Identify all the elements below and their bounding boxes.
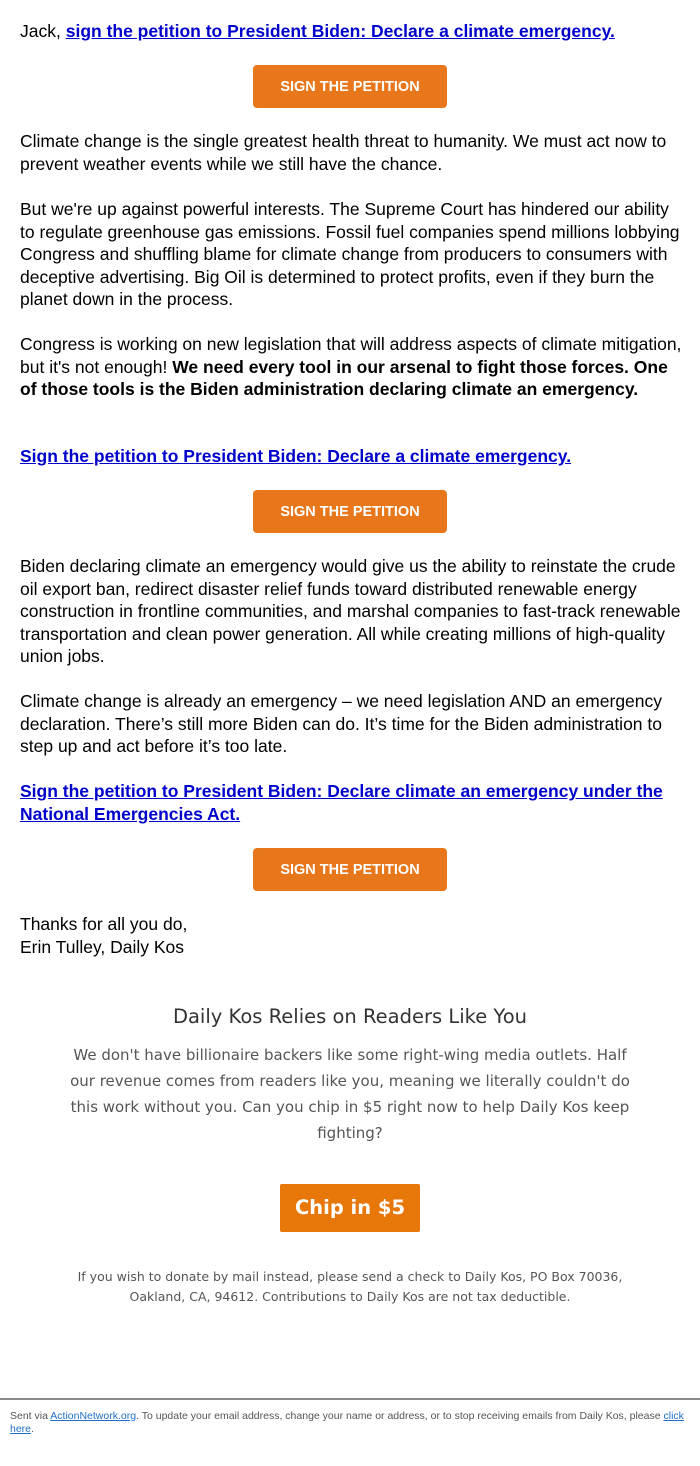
footer-divider bbox=[0, 1398, 700, 1400]
paragraph-3-plain: Congress is working on new legislation that will address aspects of climate mitigation, but it's not enough! bbox=[20, 334, 682, 377]
petition-link-3-line bbox=[20, 780, 685, 825]
petition-link-2[interactable]: Sign the petition to President Biden: Declare a climate emergency. bbox=[20, 446, 572, 466]
signoff bbox=[20, 913, 685, 958]
click-here-link[interactable]: click here bbox=[10, 1410, 684, 1435]
sign-petition-button-1[interactable]: SIGN THE PETITION bbox=[253, 65, 447, 108]
button-row-1 bbox=[20, 65, 685, 108]
chip-in-button[interactable]: Chip in $5 bbox=[280, 1184, 420, 1232]
paragraph-5: Climate change is already an emergency – we need legislation AND an emergency declaration. There’s still more Biden can do. It’s time for the Biden administration to step up and act before it’s too late. bbox=[20, 691, 663, 756]
petition-link-top[interactable]: sign the petition to President Biden: Declare a climate emergency. bbox=[65, 21, 615, 41]
petition-link-3[interactable]: Sign the petition to President Biden: Declare climate an emergency under the National Emergencies Act. bbox=[20, 781, 663, 824]
sign-petition-button-3[interactable]: SIGN THE PETITION bbox=[253, 848, 447, 891]
donate-appeal: We don't have billionaire backers like some right-wing media outlets. Half our revenue comes from readers like you, meaning we literally couldn't do this work without you. Can you chip in $5 right now to help Daily Kos keep fighting? bbox=[70, 1046, 630, 1142]
button-row-3 bbox=[20, 848, 685, 891]
footer-middle: . To update your email address, change your name or address, or to stop receiving emails from Daily Kos, please bbox=[136, 1410, 664, 1422]
petition-link-2-line bbox=[20, 445, 685, 468]
donate-heading: Daily Kos Relies on Readers Like You bbox=[172, 1005, 528, 1028]
paragraph-3 bbox=[20, 333, 685, 401]
paragraph-3-bold: We need every tool in our arsenal to fight those forces. One of those tools is the Biden administration declaring climate an emergency. bbox=[20, 356, 668, 399]
paragraph-2: But we're up against powerful interests. The Supreme Court has hindered our ability to regulate greenhouse gas emissions. Fossil fuel companies spend millions lobbying Congress and shuffling blame for climate change from producers to consumers with deceptive advertising. Big Oil is determined to protect profits, even if they burn the planet down in the process. bbox=[20, 199, 680, 309]
footer-text bbox=[10, 1410, 690, 1436]
sign-petition-button-2[interactable]: SIGN THE PETITION bbox=[253, 490, 447, 533]
action-network-link[interactable]: ActionNetwork.org bbox=[50, 1410, 137, 1422]
greeting-name: Jack, bbox=[20, 21, 61, 41]
paragraph-4: Biden declaring climate an emergency would give us the ability to reinstate the crude oil export ban, redirect disaster relief funds toward distributed renewable energy construction in frontline communities, and marshal companies to fast-track renewable transportation and clean power generation. All while creating millions of high-quality union jobs. bbox=[20, 556, 681, 666]
greeting-line bbox=[20, 20, 685, 43]
donate-mail-note: If you wish to donate by mail instead, please send a check to Daily Kos, PO Box 70036, Oakland, CA, 94612. Contributions to Daily Kos are not tax deductible. bbox=[77, 1269, 623, 1304]
signoff-signature: Erin Tulley, Daily Kos bbox=[20, 936, 185, 957]
footer-end: . bbox=[31, 1423, 34, 1435]
paragraph-1: Climate change is the single greatest health threat to humanity. We must act now to prevent weather events while we still have the chance. bbox=[20, 131, 667, 174]
signoff-thanks: Thanks for all you do, bbox=[20, 914, 188, 934]
button-row-2 bbox=[20, 490, 685, 533]
footer-sent-via: Sent via bbox=[10, 1410, 51, 1422]
